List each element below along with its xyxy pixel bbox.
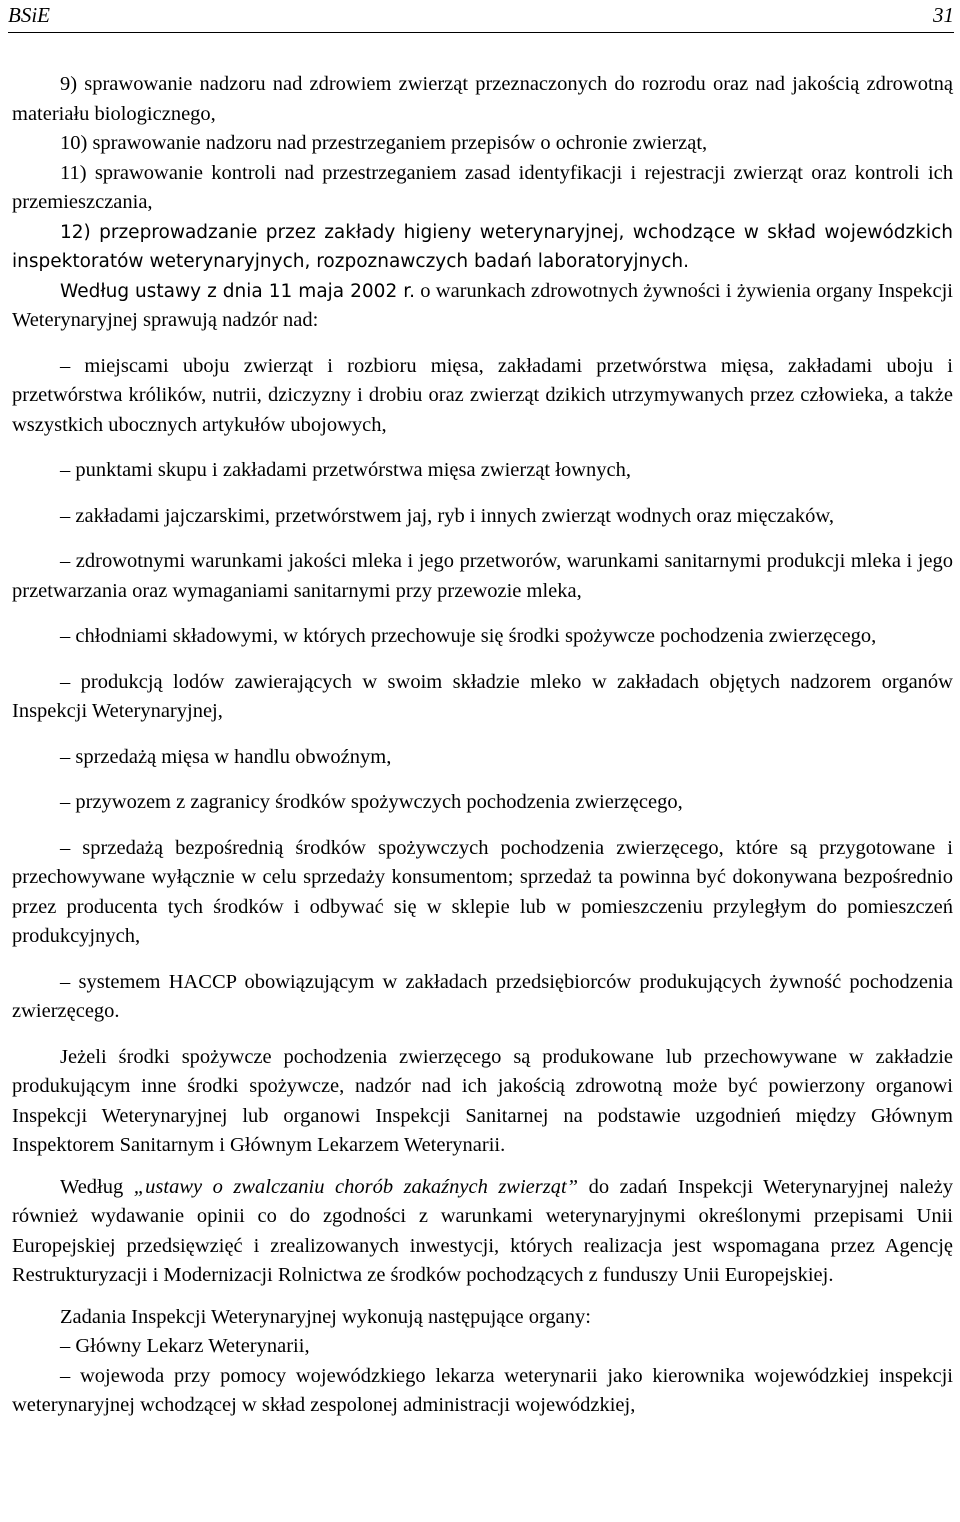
list-item-11: 11) sprawowanie kontroli nad przestrzeganiem zasad identyfikacji i rejestracji zwierząt oraz kontroli ich przemieszczania, bbox=[12, 161, 953, 213]
dash-item-haccp: – systemem HACCP obowiązującym w zakładach przedsiębiorców produkujących żywność pochodzenia zwierzęcego. bbox=[12, 970, 953, 1022]
dash-item-miejsca-uboju: – miejscami uboju zwierząt i rozbioru mięsa, zakładami przetwórstwa mięsa, zakładami uboju i przetwórstwa królików, nutrii, dziczyzny i drobiu oraz zwierząt dzikich utrzymywanych przez człowieka, a także wszystkich ubocznych artykułów ubojowych, bbox=[12, 354, 953, 436]
dash-item-glowny-lekarz: – Główny Lekarz Weterynarii, bbox=[60, 1335, 310, 1357]
dash-item-produkcja-lodow: – produkcją lodów zawierających w swoim składzie mleko w zakładach objętych nadzorem organów Inspekcji Weterynaryjnej, bbox=[12, 670, 953, 722]
paragraph-nadzor-powierzony: Jeżeli środki spożywcze pochodzenia zwierzęcego są produkowane lub przechowywane w zakładzie produkującym inne środki spożywcze, nadzór nad ich jakością zdrowotną może być powierzony organowi Inspekcji Weterynaryjnej lub organowi Inspekcji Sanitarnej na podstawie uzgodnień między Głównym Inspektorem Sanitarnym i Głównym Lekarzem Weterynarii. bbox=[12, 1045, 953, 1156]
dash-item-warunki-mleka: – zdrowotnymi warunkami jakości mleka i jego przetworów, warunkami sanitarnymi produkcji mleka i jego przetwarzania oraz wymaganiami sanitarnymi przy przewozie mleka, bbox=[12, 550, 953, 602]
dash-item-chlodnie: – chłodniami składowymi, w których przechowuje się środki spożywcze pochodzenia zwierzęcego, bbox=[60, 625, 877, 647]
page-number: 31 bbox=[933, 3, 954, 27]
dash-item-sprzedaz-bezposrednia: – sprzedażą bezpośrednią środków spożywczych pochodzenia zwierzęcego, które są przygotowane i przechowywane wyłącznie w celu sprzedaży konsumentom; sprzedaż ta powinna być dokonywana bezpośrednio przez producenta tych środków i odbywać się w sklepie lub w pomieszczeniu przyległym do pomieszczeń produkcyjnych, bbox=[12, 836, 953, 947]
dash-item-handel-obwozny: – sprzedażą mięsa w handlu obwoźnym, bbox=[60, 745, 392, 768]
running-header bbox=[8, 2, 954, 33]
act-title: „ustawy o zwalczaniu chorób zakaźnych zwierząt” bbox=[133, 1175, 579, 1198]
paragraph-ustawa-zwalczanie-rest: do zadań Inspekcji Weterynaryjnej należy również wydawanie opinii co do zgodności z warunkami weterynaryjnymi określonymi przepisami Unii Europejskiej przedsięwzięć i zrealizowanych inwestycji, których realizacja jest wspomagana przez Agencję Restrukturyzacji i Modernizacji Rolnictwa ze środków pochodzących z funduszy Unii Europejskiej. bbox=[12, 1175, 953, 1286]
list-item-12: 12) przeprowadzanie przez zakłady higieny weterynaryjnej, wchodzące w skład wojewódzkich inspektoratów weterynaryjnych, rozpoznawczych badań laboratoryjnych. bbox=[12, 221, 953, 272]
dash-item-punkty-skupu: – punktami skupu i zakładami przetwórstwa mięsa zwierząt łownych, bbox=[60, 459, 631, 481]
dash-item-wojewoda: – wojewoda przy pomocy wojewódzkiego lekarza weterynarii jako kierownika wojewódzkiej inspekcji weterynaryjnej wchodzącej w skład zespolonej administracji wojewódzkiej, bbox=[12, 1364, 953, 1416]
paragraph-ustawa-2002-lead: Według ustawy z dnia 11 maja 2002 r. bbox=[60, 280, 416, 302]
header-title: BSiE bbox=[8, 3, 50, 27]
paragraph-organy: Zadania Inspekcji Weterynaryjnej wykonują następujące organy: bbox=[60, 1305, 591, 1328]
list-item-9: 9) sprawowanie nadzoru nad zdrowiem zwierząt przeznaczonych do rozrodu oraz nad jakością zdrowotną materiału biologicznego, bbox=[12, 73, 953, 125]
paragraph-ustawa-2002 bbox=[12, 277, 953, 336]
paragraph-ustawa-zwalczanie-lead: Według bbox=[60, 1175, 134, 1198]
paragraph-ustawa-2002-rest: o warunkach zdrowotnych żywności i żywienia organy Inspekcji Weterynaryjnej sprawują nadzór nad: bbox=[12, 279, 954, 331]
dash-item-zaklady-jajczarskie: – zakładami jajczarskimi, przetwórstwem jaj, ryb i innych zwierząt wodnych oraz mięczaków, bbox=[60, 504, 834, 527]
document-body bbox=[12, 70, 953, 1421]
paragraph-ustawa-zwalczanie bbox=[12, 1173, 953, 1291]
list-item-10: 10) sprawowanie nadzoru nad przestrzeganiem przepisów o ochronie zwierząt, bbox=[60, 132, 708, 154]
dash-item-przywoz: – przywozem z zagranicy środków spożywczych pochodzenia zwierzęcego, bbox=[60, 791, 683, 813]
